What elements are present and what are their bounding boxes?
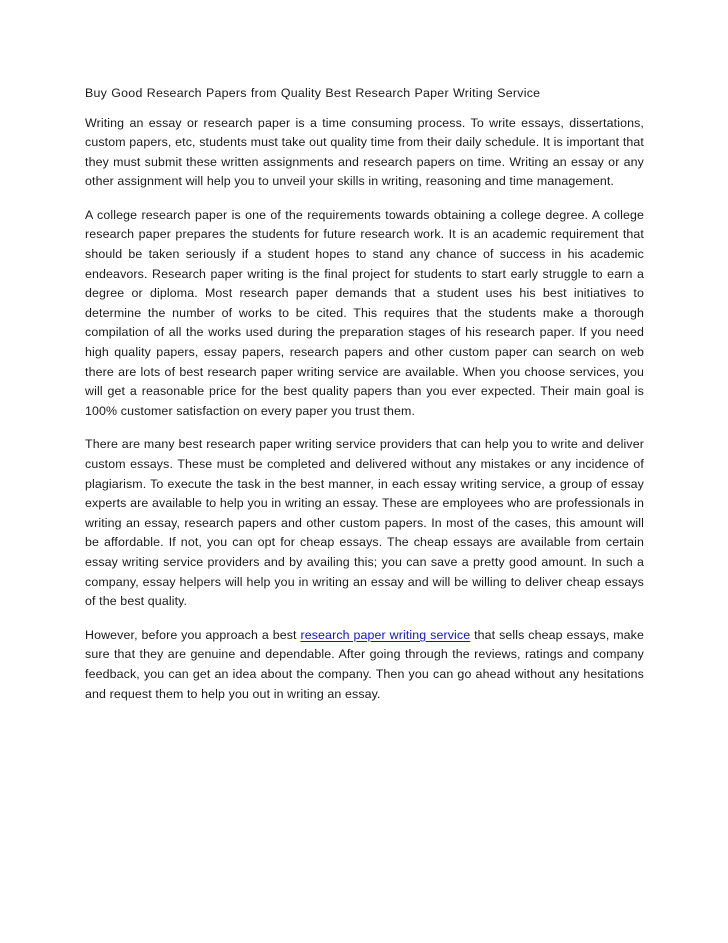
document-title: Buy Good Research Papers from Quality Best Research Paper Writing Service [85, 86, 541, 100]
document-body [85, 84, 644, 704]
paragraph-4-text-after-link: that sells cheap essays, make sure that they are genuine and dependable. After going through the reviews, ratings and company feedback, you can get an idea about the company. Then you can go ahead without any hesitations and request them to help you out in writing an essay. [85, 627, 645, 701]
paragraph-4 [85, 626, 644, 704]
paragraph-4-text-before-link: However, before you approach a best [85, 627, 301, 642]
paragraph-1: Writing an essay or research paper is a time consuming process. To write essays, dissertations, custom papers, etc, students must take out quality time from their daily schedule. It is important that they must submit these written assignments and research papers on time. Writing an essay or any other assignment will help you to unveil your skills in writing, reasoning and time management. [85, 115, 644, 189]
paragraph-2: A college research paper is one of the requirements towards obtaining a college degree. A college research paper prepares the students for future research work. It is an academic requirement that should be taken seriously if a student hopes to stand any chance of success in his academic endeavors. Research paper writing is the final project for students to start early struggle to earn a degree or diploma. Most research paper demands that a student uses his best initiatives to determine the number of works to be cited. This requires that the students make a thorough compilation of all the works used during the preparation stages of his research paper. If you need high quality papers, essay papers, research papers and other custom paper can search on web there are lots of best research paper writing service are available. When you choose services, you will get a reasonable price for the best quality papers than you ever expected. Their main goal is 100% customer satisfaction on every paper you trust them. [85, 207, 644, 418]
paragraph-3: There are many best research paper writing service providers that can help you to write and deliver custom essays. These must be completed and delivered without any mistakes or any incidence of plagiarism. To execute the task in the best manner, in each essay writing service, a group of essay experts are available to help you in writing an essay. These are employees who are professionals in writing an essay, research papers and other custom papers. In most of the cases, this amount will be affordable. If not, you can opt for cheap essays. The cheap essays are available from certain essay writing service providers and by availing this; you can save a pretty good amount. In such a company, essay helpers will help you in writing an essay and will be willing to deliver cheap essays of the best quality. [85, 437, 644, 609]
research-paper-writing-service-link[interactable]: research paper writing service [300, 627, 471, 642]
